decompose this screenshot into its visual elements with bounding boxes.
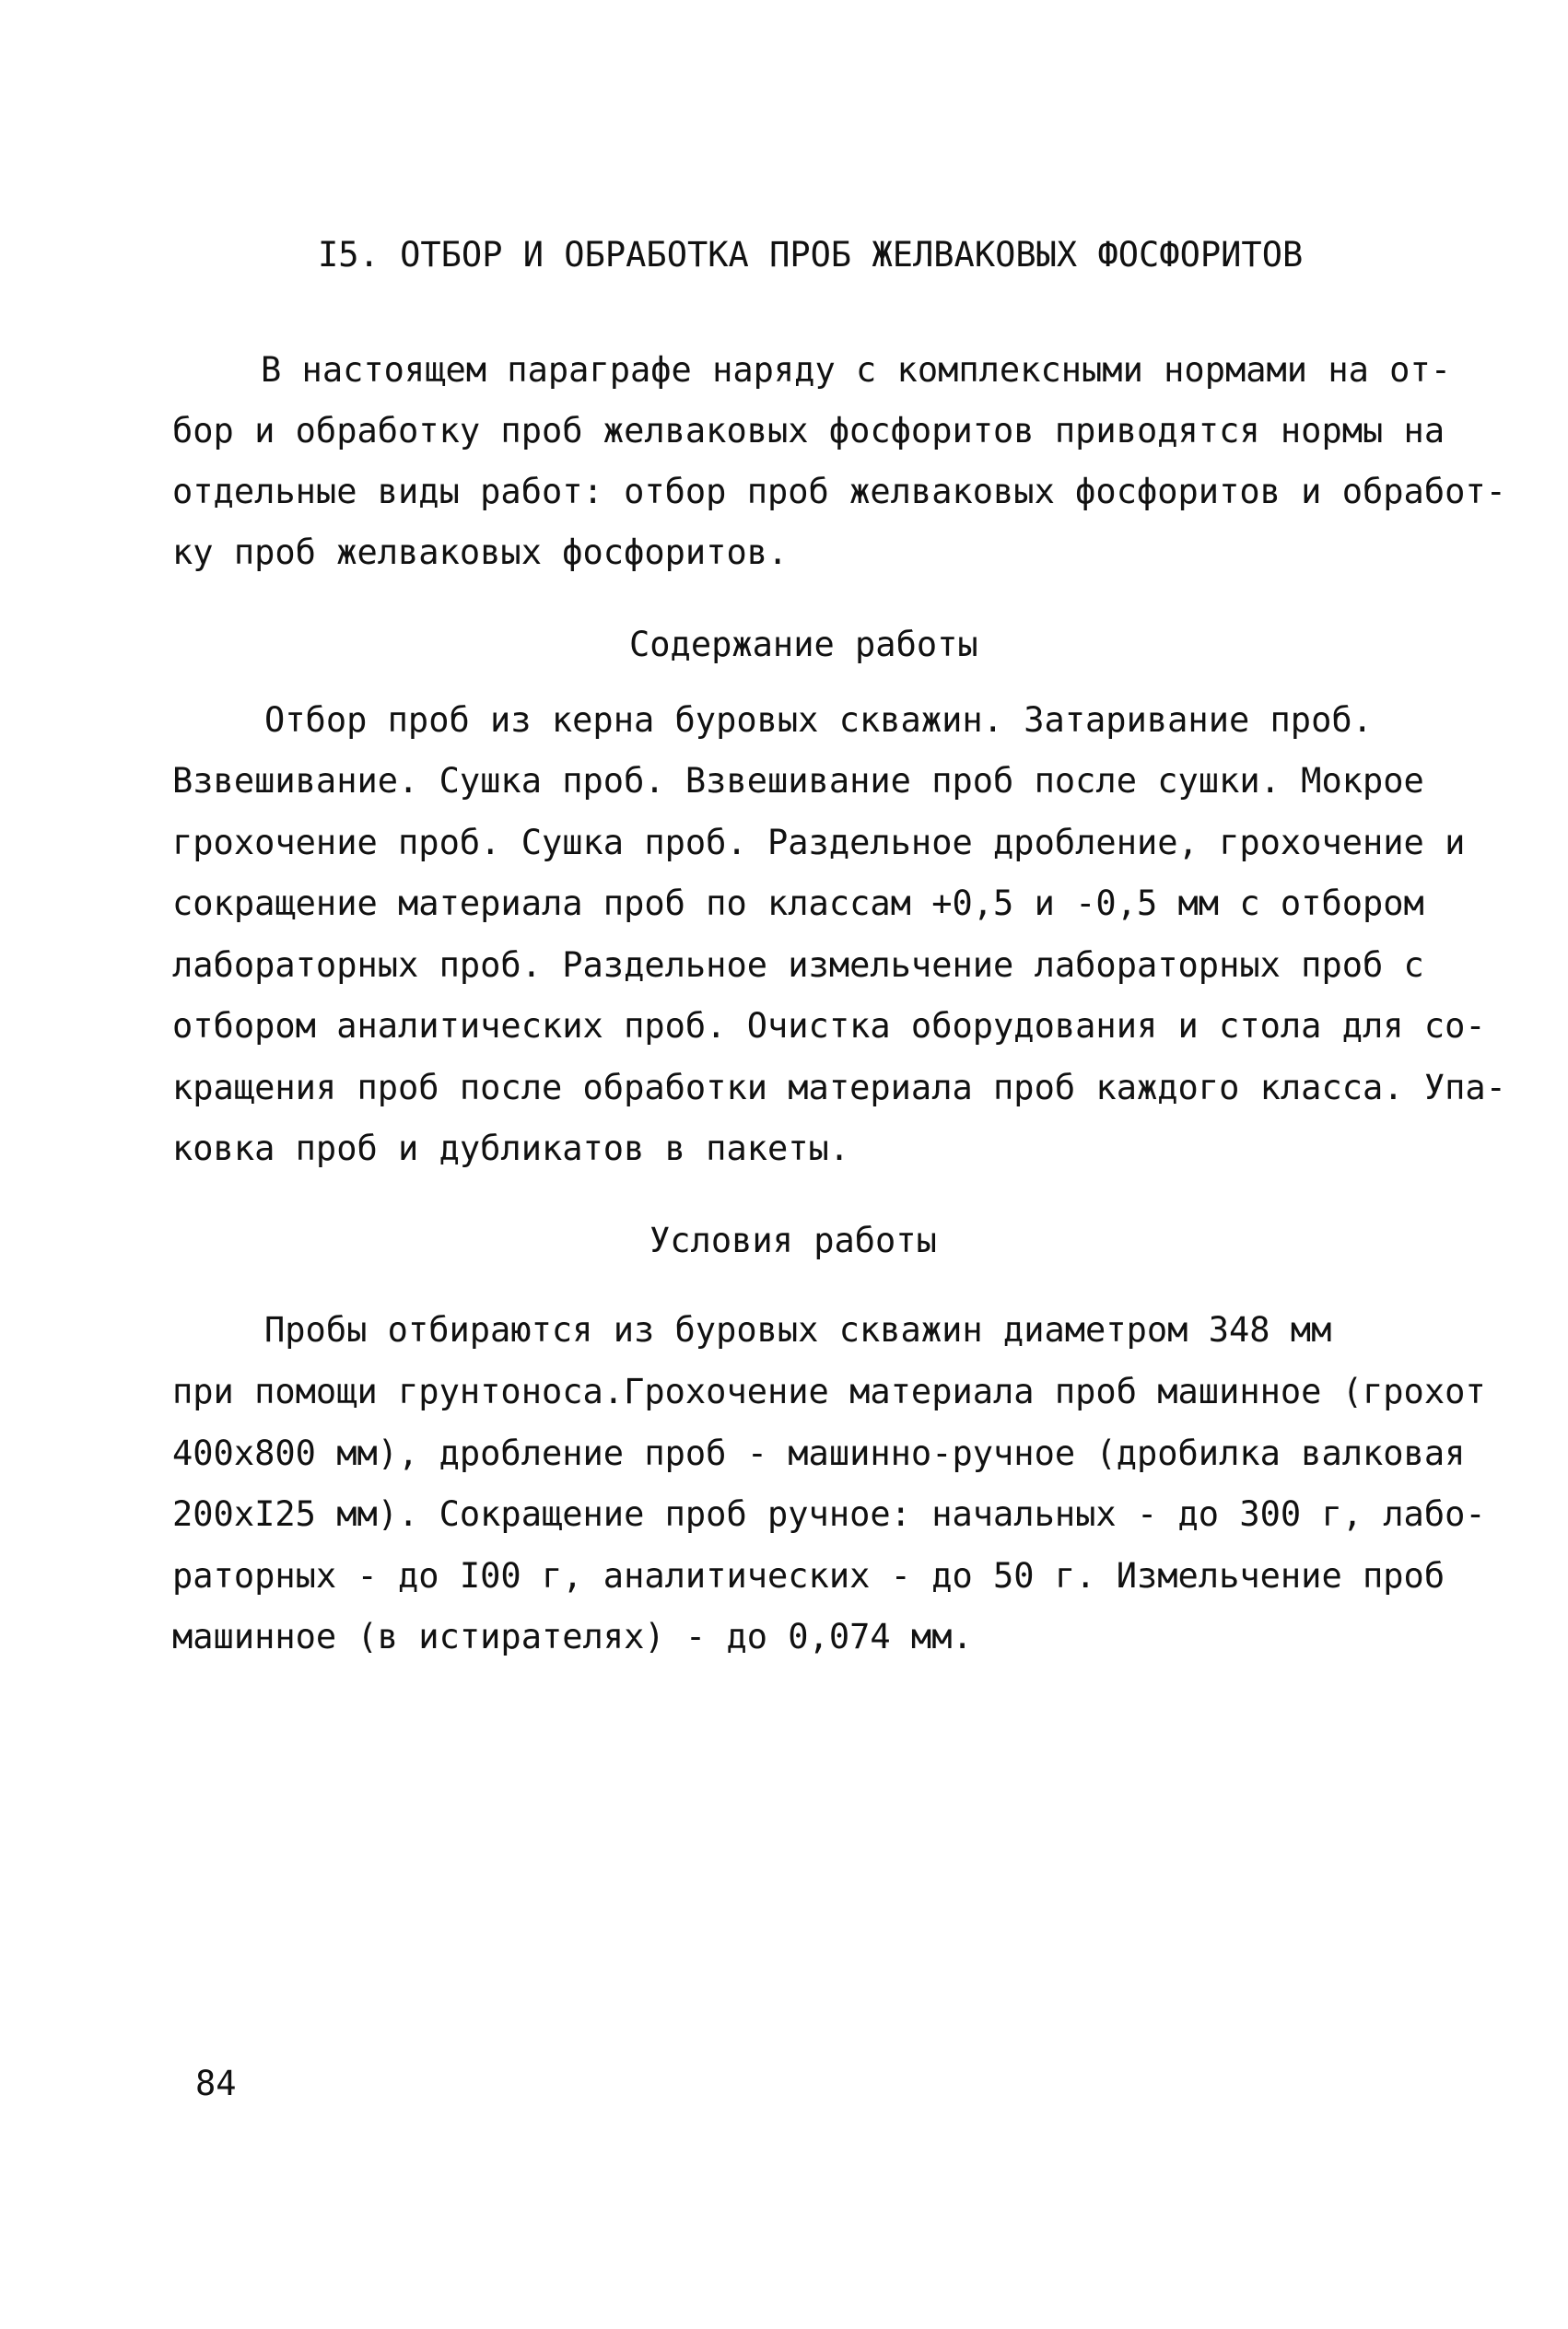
conditions-line: при помощи грунтоноса.Грохочение материала проб машинное (грохот <box>172 1372 1486 1411</box>
content-line: Взвешивание. Сушка проб. Взвешивание проб после сушки. Мокрое <box>172 761 1424 801</box>
intro-line: отдельные виды работ: отбор проб желваковых фосфоритов и обработ- <box>172 472 1506 511</box>
content-line: кращения проб после обработки материала проб каждого класса. Упа- <box>172 1068 1506 1107</box>
content-line: лабораторных проб. Раздельное измельчение лабораторных проб с <box>172 945 1424 985</box>
work-conditions-heading: Условия работы <box>649 1221 937 1260</box>
conditions-line: машинное (в истирателях) - до 0,074 мм. <box>172 1617 973 1656</box>
content-line: ковка проб и дубликатов в пакеты. <box>172 1129 850 1168</box>
intro-line: ку проб желваковых фосфоритов. <box>172 533 789 572</box>
page-number: 84 <box>195 2064 237 2103</box>
content-line: грохочение проб. Сушка проб. Раздельное дробление, грохочение и <box>172 823 1466 862</box>
content-line: Отбор проб из керна буровых скважин. Затаривание проб. <box>264 700 1373 740</box>
conditions-line: 400х800 мм), дробление проб - машинно-ручное (дробилка валковая <box>172 1434 1466 1473</box>
intro-line: В настоящем параграфе наряду с комплексными нормами на от- <box>261 350 1452 390</box>
content-line: отбором аналитических проб. Очистка оборудования и стола для со- <box>172 1006 1486 1046</box>
content-line: сокращение материала проб по классам +0,5 и -0,5 мм с отбором <box>172 884 1424 923</box>
conditions-line: 200хI25 мм). Сокращение проб ручное: начальных - до 300 г, лабо- <box>172 1494 1486 1534</box>
conditions-line: раторных - до I00 г, аналитических - до 50 г. Измельчение проб <box>172 1556 1445 1596</box>
conditions-line: Пробы отбираются из буровых скважин диаметром 348 мм <box>264 1310 1332 1350</box>
section-title: I5. ОТБОР И ОБРАБОТКА ПРОБ ЖЕЛВАКОВЫХ ФОСФОРИТОВ <box>318 235 1304 275</box>
content-of-work-heading: Содержание работы <box>629 625 978 664</box>
intro-line: бор и обработку проб желваковых фосфоритов приводятся нормы на <box>172 411 1445 451</box>
